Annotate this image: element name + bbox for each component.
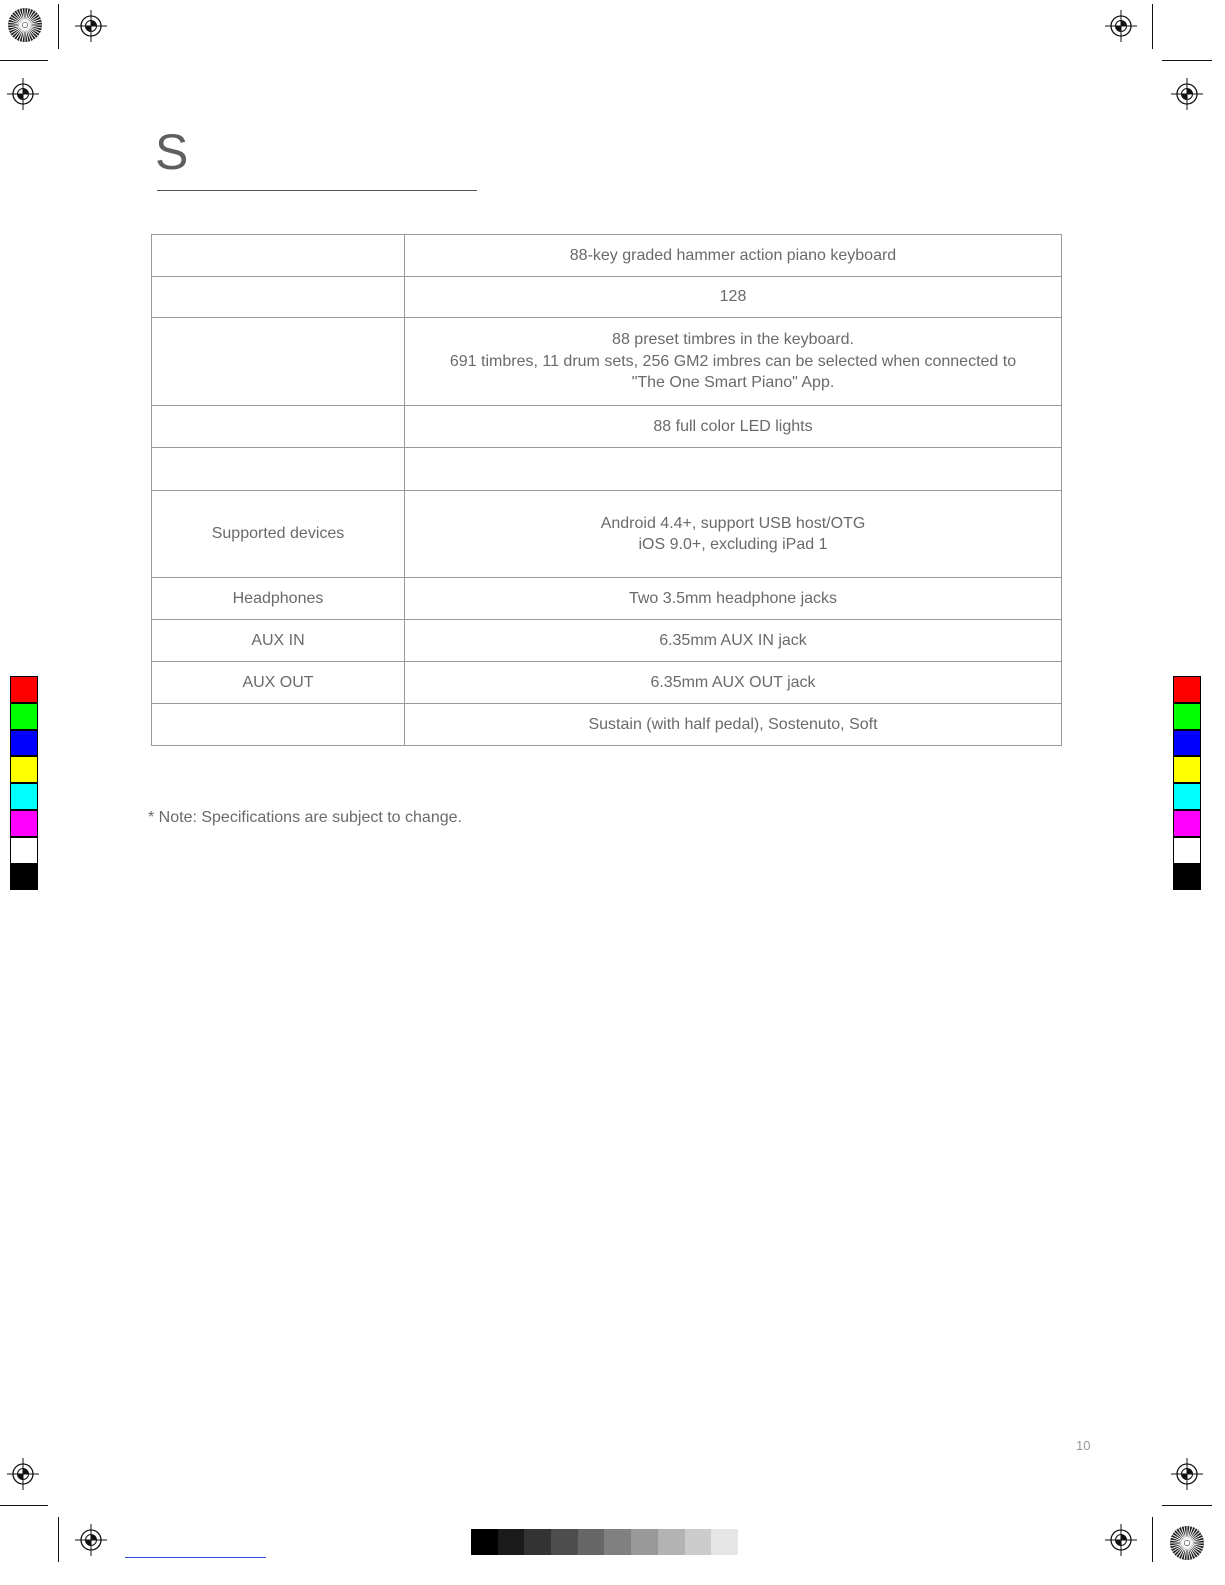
- blue-rule: [125, 1557, 266, 1558]
- spec-label: Headphones: [152, 578, 405, 620]
- spec-value: [405, 662, 1062, 704]
- spec-value: [405, 318, 1062, 406]
- spec-value: [405, 491, 1062, 578]
- color-swatch: [10, 730, 38, 757]
- gray-swatch: [524, 1529, 551, 1555]
- crop-mark: [58, 1517, 59, 1562]
- spec-label: [152, 235, 405, 277]
- spec-value: [405, 578, 1062, 620]
- spec-value-line: 88 full color LED lights: [653, 417, 813, 435]
- color-swatch: [10, 864, 38, 891]
- gray-swatch: [685, 1529, 712, 1555]
- spec-value-line: 128: [719, 288, 747, 306]
- spec-value: [405, 448, 1062, 491]
- spec-label: [152, 406, 405, 448]
- spec-value: [405, 235, 1062, 277]
- spec-row: [152, 578, 1062, 620]
- spec-label: Supported devices: [152, 491, 405, 578]
- color-swatch: [10, 837, 38, 864]
- gray-swatch: [604, 1529, 631, 1555]
- color-swatch: [10, 676, 38, 703]
- spec-row: [152, 662, 1062, 704]
- gray-swatch: [631, 1529, 658, 1555]
- registration-mark-icon: [7, 78, 39, 115]
- spec-value-line: iOS 9.0+, excluding iPad 1: [638, 536, 828, 553]
- registration-mark-icon: [7, 1458, 39, 1495]
- gray-swatch: [551, 1529, 578, 1555]
- spec-label: [152, 318, 405, 406]
- color-swatch: [1173, 864, 1201, 891]
- spec-row: [152, 704, 1062, 746]
- color-calibration-bar-right: [1173, 676, 1201, 890]
- color-swatch: [1173, 703, 1201, 730]
- spec-value-line: 88 preset timbres in the keyboard.: [612, 331, 854, 349]
- color-swatch: [10, 810, 38, 837]
- spec-value-line: 691 timbres, 11 drum sets, 256 GM2 imbres can be selected when connected to: [449, 352, 1017, 370]
- registration-mark-icon: [75, 10, 107, 47]
- gray-swatch: [471, 1529, 498, 1555]
- color-swatch: [1173, 756, 1201, 783]
- registration-mark-icon: [75, 1524, 107, 1561]
- crop-mark: [0, 1505, 48, 1506]
- gray-swatch: [498, 1529, 525, 1555]
- spec-value-line: Android 4.4+, support USB host/OTG: [600, 514, 866, 532]
- spec-label: [152, 704, 405, 746]
- spec-value: [405, 704, 1062, 746]
- registration-mark-icon: [1171, 78, 1203, 115]
- color-swatch: [1173, 837, 1201, 864]
- gray-swatch: [711, 1529, 738, 1555]
- spec-value: [405, 277, 1062, 318]
- specifications-table: [151, 234, 1062, 746]
- color-swatch: [1173, 730, 1201, 757]
- spec-value-line: 6.35mm AUX IN jack: [659, 631, 807, 649]
- color-swatch: [1173, 676, 1201, 703]
- crop-mark: [58, 4, 59, 49]
- spec-value: [405, 406, 1062, 448]
- spec-value-line: 6.35mm AUX OUT jack: [650, 673, 816, 691]
- gray-swatch: [658, 1529, 685, 1555]
- spec-row: [152, 491, 1062, 578]
- crop-mark: [1152, 4, 1153, 49]
- color-swatch: [10, 783, 38, 810]
- page-number: 10: [1076, 1438, 1091, 1453]
- registration-mark-icon: [1171, 1458, 1203, 1495]
- spec-label: AUX IN: [152, 620, 405, 662]
- spec-value-line: Sustain (with half pedal), Sostenuto, Soft: [588, 715, 878, 733]
- spec-row: [152, 448, 1062, 491]
- spec-value-line: "The One Smart Piano" App.: [631, 374, 835, 392]
- starburst-icon: [6, 6, 44, 44]
- color-calibration-bar-left: [10, 676, 38, 890]
- gray-swatch: [578, 1529, 605, 1555]
- color-swatch: [1173, 783, 1201, 810]
- color-swatch: [10, 756, 38, 783]
- heading-underline: [157, 190, 477, 191]
- spec-row: [152, 318, 1062, 406]
- crop-mark: [0, 60, 48, 61]
- registration-mark-icon: [1105, 1524, 1137, 1561]
- spec-label: AUX OUT: [152, 662, 405, 704]
- spec-value: [405, 620, 1062, 662]
- spec-value-line: Two 3.5mm headphone jacks: [628, 589, 838, 607]
- crop-mark: [1162, 60, 1212, 61]
- note-text: * Note: Specifications are subject to change.: [148, 809, 462, 826]
- starburst-icon: [1168, 1524, 1206, 1562]
- crop-mark: [1162, 1505, 1212, 1506]
- spec-value-line: 88-key graded hammer action piano keyboard: [569, 246, 897, 264]
- spec-row: [152, 235, 1062, 277]
- spec-row: [152, 620, 1062, 662]
- spec-label: [152, 277, 405, 318]
- color-swatch: [10, 703, 38, 730]
- color-swatch: [1173, 810, 1201, 837]
- spec-label: [152, 448, 405, 491]
- page-heading: S: [155, 124, 189, 180]
- grayscale-calibration-bar: [471, 1529, 738, 1555]
- spec-row: [152, 277, 1062, 318]
- crop-mark: [1152, 1517, 1153, 1562]
- spec-row: [152, 406, 1062, 448]
- registration-mark-icon: [1105, 10, 1137, 47]
